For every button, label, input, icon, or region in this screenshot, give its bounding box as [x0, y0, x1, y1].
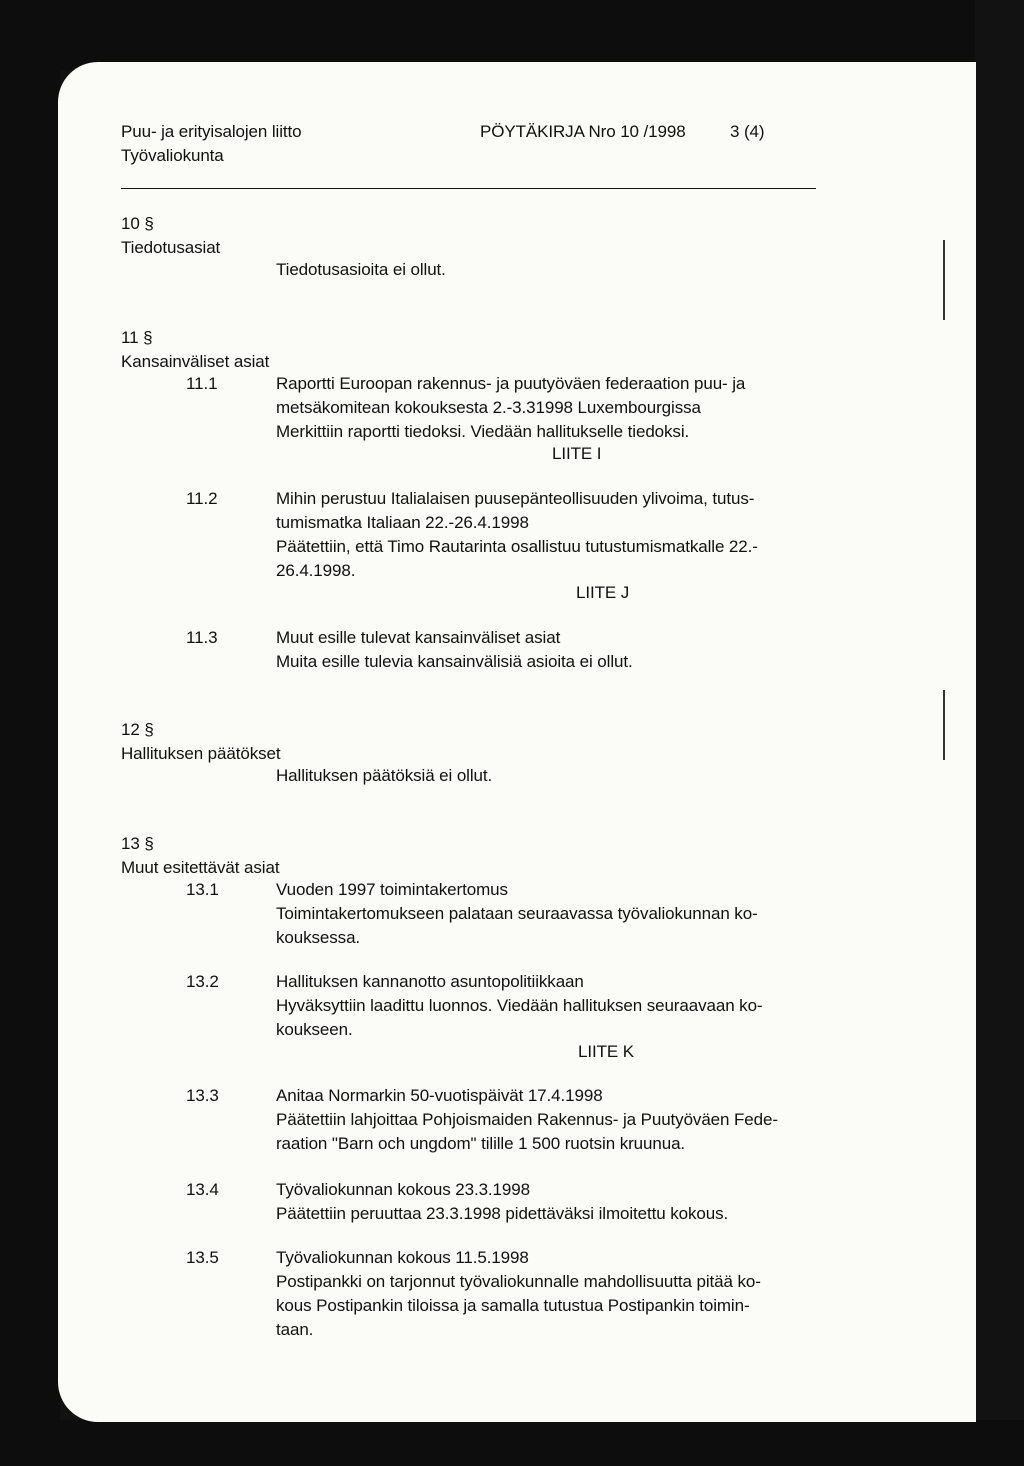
item-line: Anitaa Normarkin 50-vuotispäivät 17.4.1998	[276, 1086, 603, 1105]
item-line: metsäkomitean kokouksesta 2.-3.31998 Luxembourgissa	[276, 398, 701, 417]
item-line: Toimintakertomukseen palataan seuraavassa työvaliokunnan ko-	[276, 904, 758, 923]
item-line: Merkittiin raportti tiedoksi. Viedään hallitukselle tiedoksi.	[276, 422, 690, 441]
item-number: 11.3	[186, 628, 218, 647]
item-line: kous Postipankin tiloissa ja samalla tutustua Postipankin toimin-	[276, 1296, 750, 1315]
item-line: Mihin perustuu Italialaisen puusepänteollisuuden ylivoima, tutus-	[276, 489, 755, 508]
header-page-number: 3 (4)	[730, 122, 765, 141]
item-line: raation "Barn och ungdom" tilille 1 500 ruotsin kruunua.	[276, 1134, 686, 1153]
item-line: Hallituksen kannanotto asuntopolitiikkaan	[276, 972, 584, 991]
item-number: 13.1	[186, 880, 219, 899]
scan-edge-mark	[943, 240, 945, 320]
scan-edge-mark	[943, 690, 945, 760]
section-number: 10 §	[121, 214, 154, 233]
item-number: 11.1	[186, 374, 218, 393]
item-line: Päätettiin peruuttaa 23.3.1998 pidettäväksi ilmoitettu kokous.	[276, 1204, 729, 1223]
section-title: Kansainväliset asiat	[121, 352, 270, 371]
item-line: Päätettiin, että Timo Rautarinta osallistuu tutustumismatkalle 22.-	[276, 537, 758, 556]
section-number: 11 §	[121, 328, 153, 347]
header-committee: Työvaliokunta	[121, 146, 224, 165]
header-organization: Puu- ja erityisalojen liitto	[121, 122, 302, 141]
item-number: 11.2	[186, 489, 218, 508]
attachment-label: LIITE K	[578, 1042, 634, 1061]
section-number: 12 §	[121, 720, 154, 739]
item-line: tumismatka Italiaan 22.-26.4.1998	[276, 513, 529, 532]
item-number: 13.2	[186, 972, 219, 991]
header-divider	[121, 188, 816, 189]
item-line: Hyväksyttiin laadittu luonnos. Viedään hallituksen seuraavaan ko-	[276, 996, 763, 1015]
item-number: 13.4	[186, 1180, 219, 1199]
item-line: Muut esille tulevat kansainväliset asiat	[276, 628, 561, 647]
item-line: Muita esille tulevia kansainvälisiä asioita ei ollut.	[276, 652, 633, 671]
section-number: 13 §	[121, 834, 154, 853]
item-line: Postipankki on tarjonnut työvaliokunnalle mahdollisuutta pitää ko-	[276, 1272, 761, 1291]
item-line: 26.4.1998.	[276, 561, 356, 580]
scan-border-right	[975, 0, 1024, 1466]
item-number: 13.5	[186, 1248, 219, 1267]
attachment-label: LIITE J	[576, 583, 630, 602]
section-title: Hallituksen päätökset	[121, 744, 281, 763]
section-body: Hallituksen päätöksiä ei ollut.	[276, 766, 493, 785]
item-line: Päätettiin lahjoittaa Pohjoismaiden Rakennus- ja Puutyöväen Fede-	[276, 1110, 778, 1129]
attachment-label: LIITE I	[552, 444, 602, 463]
item-line: Työvaliokunnan kokous 11.5.1998	[276, 1248, 529, 1267]
item-number: 13.3	[186, 1086, 219, 1105]
scan-border-left	[0, 0, 60, 1466]
item-line: kouksessa.	[276, 928, 361, 947]
section-title: Tiedotusasiat	[121, 238, 221, 257]
item-line: koukseen.	[276, 1020, 353, 1039]
section-body: Tiedotusasioita ei ollut.	[276, 260, 446, 279]
item-line: Vuoden 1997 toimintakertomus	[276, 880, 508, 899]
scan-border-bottom	[0, 1420, 1024, 1466]
header-document-number: PÖYTÄKIRJA Nro 10 /1998	[480, 122, 686, 141]
scan-border-top	[0, 0, 1024, 70]
item-line: taan.	[276, 1320, 314, 1339]
item-line: Raportti Euroopan rakennus- ja puutyöväen federaation puu- ja	[276, 374, 746, 393]
section-title: Muut esitettävät asiat	[121, 858, 280, 877]
item-line: Työvaliokunnan kokous 23.3.1998	[276, 1180, 530, 1199]
